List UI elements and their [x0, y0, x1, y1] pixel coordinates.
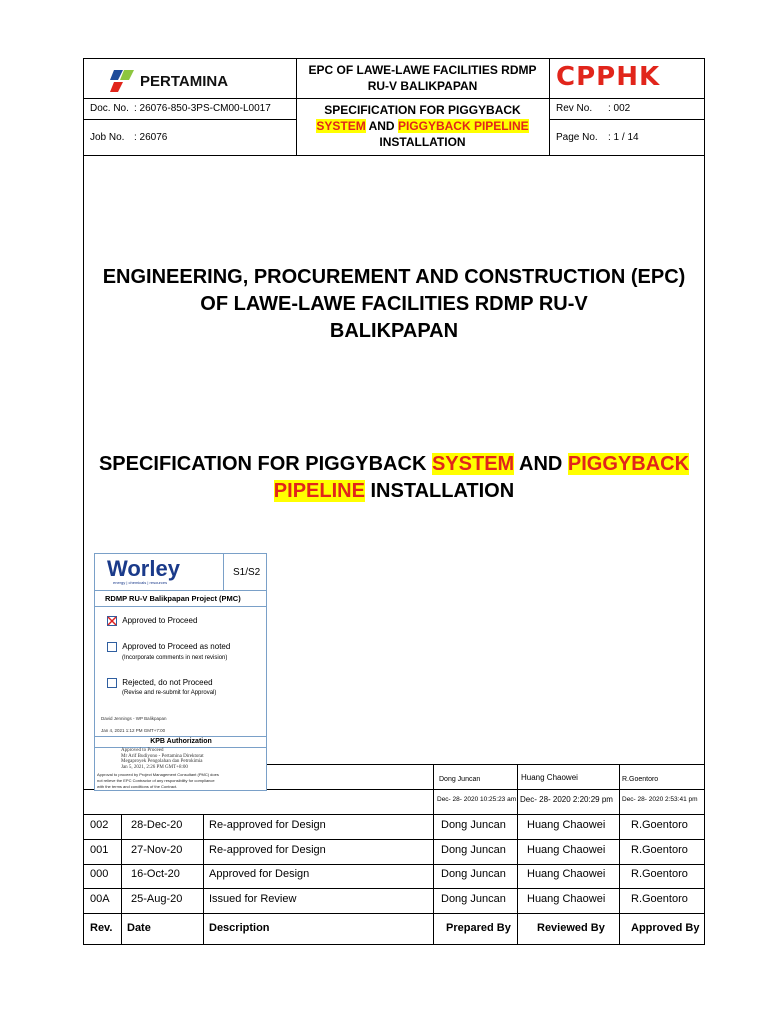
revision-date: 25-Aug-20	[131, 893, 183, 905]
revision-approved-by: R.Goentoro	[631, 819, 688, 831]
revision-approved-by: R.Goentoro	[631, 868, 688, 880]
table-divider	[203, 814, 204, 945]
table-divider	[83, 839, 705, 840]
revision-reviewed-by: Huang Chaowei	[527, 868, 606, 880]
stamp-kpb-title: KPB Authorization	[150, 738, 212, 745]
revision-approved-by: R.Goentoro	[631, 844, 688, 856]
stamp-signer-date: Jan 4, 2021 1:12 PM GMT+7:00	[101, 728, 166, 733]
header-spec-line3: INSTALLATION	[379, 135, 466, 149]
revision-date: 28-Dec-20	[131, 819, 183, 831]
stamp-signer: David Jennings - WP Balikpapan	[101, 716, 167, 721]
checkbox-icon	[107, 642, 117, 652]
pertamina-logo-text: PERTAMINA	[140, 73, 229, 90]
revision-prepared-by: Dong Juncan	[441, 819, 506, 831]
revision-prepared-by: Dong Juncan	[441, 844, 506, 856]
revision-prepared-by: Dong Juncan	[441, 893, 506, 905]
stamp-disclaimer-line: with the terms and conditions of the Contract.	[97, 784, 178, 789]
stamp-code: S1/S2	[233, 567, 261, 578]
job-no-label: Job No.	[90, 132, 125, 143]
rev-no-label: Rev No.	[556, 103, 593, 114]
table-divider	[83, 888, 705, 889]
contractor-logo: CPPHK	[556, 62, 661, 92]
header-spec-and: AND	[365, 119, 398, 133]
header-spec-highlight: SYSTEM	[316, 119, 366, 133]
signature-approved: R.Goentoro	[622, 776, 659, 783]
stamp-option-label: Approved to Proceed	[122, 616, 198, 626]
subtitle-line1	[83, 451, 705, 478]
table-divider	[83, 864, 705, 865]
column-header-rev: Rev.	[90, 922, 113, 934]
main-title-line1: ENGINEERING, PROCUREMENT AND CONSTRUCTION (EPC)	[102, 266, 686, 288]
table-divider	[619, 814, 620, 945]
revision-prepared-by: Dong Juncan	[441, 868, 506, 880]
column-header-date: Date	[127, 922, 151, 934]
stamp-kpb-line: Mr Arif Budiyono - Pertamina Direktorat	[121, 753, 204, 759]
checkbox-icon	[107, 678, 117, 688]
stamp-divider	[223, 554, 224, 590]
main-title-line2: OF LAWE-LAWE FACILITIES RDMP RU-V	[200, 293, 588, 315]
approval-stamp	[94, 553, 267, 791]
stamp-kpb-details	[121, 748, 204, 770]
header-spec-highlight: PIGGYBACK PIPELINE	[397, 119, 529, 133]
column-header-reviewed-by: Reviewed By	[537, 922, 605, 934]
revision-description: Re-approved for Design	[209, 844, 326, 856]
stamp-project: RDMP RU-V Balikpapan Project (PMC)	[105, 594, 241, 603]
stamp-kpb-line: Megaproyek Pengolahan dan Petrokimia	[121, 759, 203, 764]
stamp-option-approved-noted	[107, 642, 230, 652]
stamp-option-note: (Revise and re-submit for Approval)	[122, 690, 217, 696]
revision-number: 001	[90, 844, 109, 856]
column-header-description: Description	[209, 922, 270, 934]
table-divider	[517, 814, 518, 945]
revision-number: 00A	[90, 893, 110, 905]
header-spec-line2	[296, 118, 549, 134]
subtitle-text: SPECIFICATION FOR PIGGYBACK	[98, 453, 432, 475]
stamp-kpb-line: Jan 5, 2021, 2:26 PM GMT+8:00	[121, 764, 188, 770]
stamp-option-note: (Incorporate comments in next revision)	[122, 655, 228, 661]
header-divider	[83, 98, 705, 99]
signature-divider	[433, 764, 434, 814]
checked-checkbox-icon	[107, 616, 117, 626]
table-divider	[433, 814, 434, 945]
stamp-disclaimer	[97, 772, 219, 790]
doc-no-value: : 26076-850-3PS-CM00-L0017	[134, 103, 271, 114]
table-divider	[121, 814, 122, 945]
project-title-line1: EPC OF LAWE-LAWE FACILITIES RDMP	[308, 63, 537, 77]
project-title-line2: RU-V BALIKPAPAN	[367, 79, 478, 93]
stamp-divider	[95, 606, 267, 607]
signature-divider	[619, 764, 620, 814]
header-divider	[549, 119, 705, 120]
subtitle-text: AND	[514, 453, 568, 475]
stamp-option-label: Rejected, do not Proceed	[122, 678, 213, 688]
revision-description: Re-approved for Design	[209, 819, 326, 831]
revision-number: 002	[90, 819, 109, 831]
header-divider	[83, 155, 705, 156]
doc-no-label: Doc. No.	[90, 103, 129, 114]
document-subtitle	[83, 451, 705, 505]
revision-approved-by: R.Goentoro	[631, 893, 688, 905]
revision-description: Approved for Design	[209, 868, 310, 880]
signature-divider	[83, 814, 705, 815]
signature-divider	[517, 764, 518, 814]
table-divider	[83, 764, 84, 945]
stamp-option-approved	[107, 616, 197, 626]
signature-reviewed: Huang Chaowei	[521, 773, 578, 782]
rev-no-value: : 002	[608, 103, 631, 114]
worley-logo-subtitle: energy | chemicals | resources	[113, 580, 168, 585]
signature-divider	[267, 764, 705, 765]
signature-approved-date: Dec- 28- 2020 2:53:41 pm	[622, 796, 698, 803]
revision-date: 27-Nov-20	[131, 844, 183, 856]
header-spec-title	[296, 102, 549, 150]
main-title	[83, 264, 705, 345]
header-divider	[83, 119, 296, 120]
header-divider	[549, 58, 550, 155]
stamp-divider	[95, 736, 267, 737]
subtitle-highlight: PIGGYBACK	[567, 453, 690, 475]
subtitle-text: INSTALLATION	[364, 480, 515, 502]
signature-reviewed-date: Dec- 28- 2020 2:20:29 pm	[520, 795, 613, 804]
stamp-disclaimer-line: Approval to proceed by Project Management Consultant (PMC) does	[97, 772, 219, 777]
revision-number: 000	[90, 868, 109, 880]
stamp-kpb-line: Approved to Proceed	[121, 748, 164, 753]
page-no-label: Page No.	[556, 132, 598, 143]
signature-prepared-date: Dec- 28- 2020 10:25:23 am	[437, 796, 517, 803]
column-header-approved-by: Approved By	[631, 922, 700, 934]
stamp-option-rejected	[107, 678, 213, 688]
worley-logo: Worley	[107, 556, 180, 581]
revision-description: Issued for Review	[209, 893, 297, 905]
job-no-value: : 26076	[134, 132, 168, 143]
signature-prepared: Dong Juncan	[439, 776, 481, 783]
page-no-value: : 1 / 14	[608, 132, 639, 143]
table-divider	[83, 913, 705, 914]
column-header-prepared-by: Prepared By	[446, 922, 511, 934]
revision-reviewed-by: Huang Chaowei	[527, 819, 606, 831]
main-title-line3: BALIKPAPAN	[329, 320, 459, 342]
subtitle-line2	[83, 478, 705, 505]
revision-reviewed-by: Huang Chaowei	[527, 893, 606, 905]
project-title	[296, 62, 549, 94]
pertamina-logo-icon	[110, 68, 136, 94]
header-spec-line1: SPECIFICATION FOR PIGGYBACK	[324, 103, 521, 117]
revision-date: 16-Oct-20	[131, 868, 180, 880]
stamp-option-label: Approved to Proceed as noted	[122, 642, 231, 652]
subtitle-highlight: PIPELINE	[273, 480, 365, 502]
stamp-disclaimer-line: not relieve the EPC Contractor of any responsibility for compliance	[97, 778, 215, 783]
revision-reviewed-by: Huang Chaowei	[527, 844, 606, 856]
subtitle-highlight: SYSTEM	[431, 453, 515, 475]
